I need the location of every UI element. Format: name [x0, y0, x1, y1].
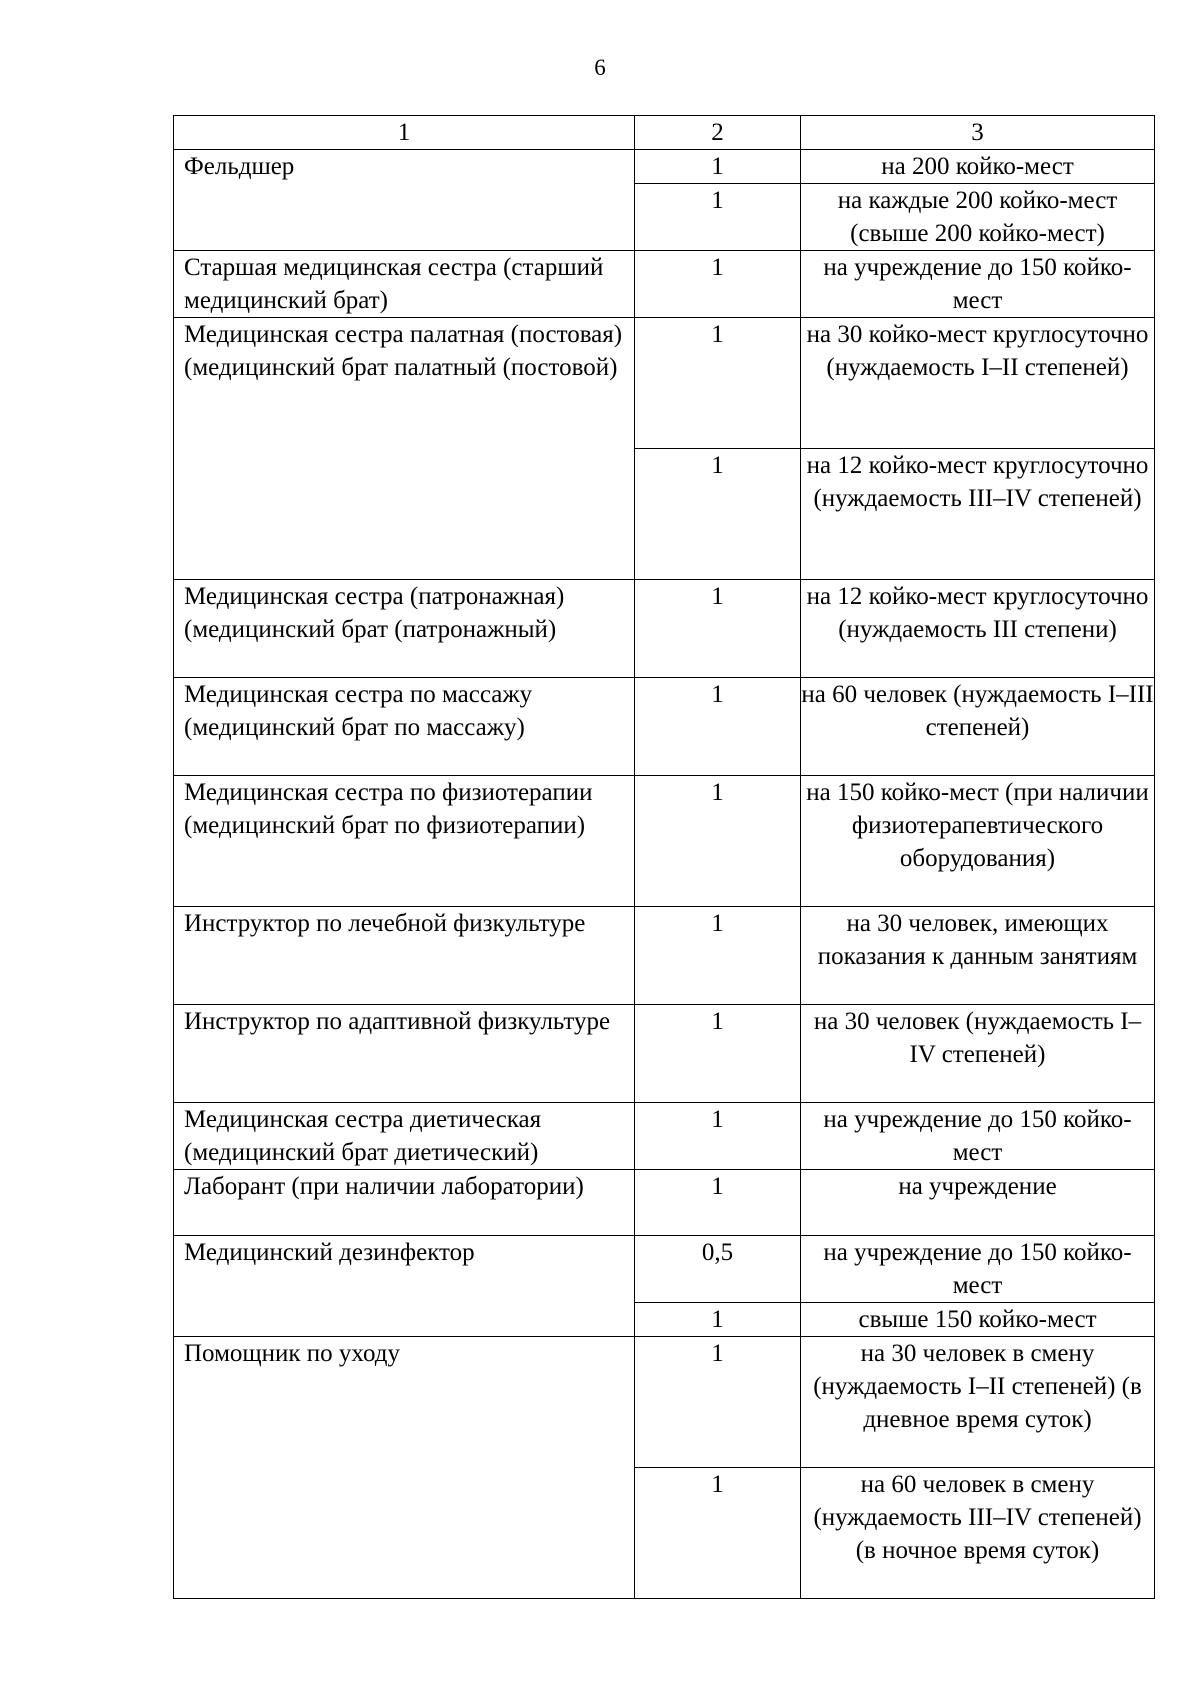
norm-cell: 1	[635, 150, 801, 184]
norm-cell: 1	[635, 1005, 801, 1103]
table-row	[174, 251, 1155, 318]
basis-cell: на учреждение до 150 койко-мест	[801, 1103, 1155, 1170]
norm-cell: 1	[635, 449, 801, 580]
basis-cell: на 12 койко-мест круглосуточно (нуждаемость III–IV степеней)	[801, 449, 1155, 580]
table-header-row	[174, 116, 1155, 150]
table-row	[174, 907, 1155, 1005]
column-header-3: 3	[801, 116, 1155, 150]
page-number: 6	[594, 55, 606, 80]
norm-cell: 1	[635, 907, 801, 1005]
norm-cell: 1	[635, 318, 801, 449]
position-cell: Инструктор по адаптивной физкультуре	[174, 1005, 635, 1103]
basis-cell: на 200 койко-мест	[801, 150, 1155, 184]
norm-cell: 1	[635, 1337, 801, 1468]
basis-cell: на 12 койко-мест круглосуточно (нуждаемость III степени)	[801, 580, 1155, 678]
basis-cell: на 30 койко-мест круглосуточно (нуждаемость I–II степеней)	[801, 318, 1155, 449]
norm-cell: 1	[635, 776, 801, 907]
position-cell: Инструктор по лечебной физкультуре	[174, 907, 635, 1005]
basis-cell: на учреждение	[801, 1170, 1155, 1236]
table-row	[174, 776, 1155, 907]
norm-cell: 1	[635, 580, 801, 678]
basis-cell: на 150 койко-мест (при наличии физиотерапевтического оборудования)	[801, 776, 1155, 907]
table-row	[174, 1170, 1155, 1236]
basis-cell: на 30 человек в смену (нуждаемость I–II степеней) (в дневное время суток)	[801, 1337, 1155, 1468]
position-cell: Медицинская сестра диетическая (медицинский брат диетический)	[174, 1103, 635, 1170]
position-cell: Медицинский дезинфектор	[174, 1236, 635, 1337]
position-cell: Лаборант (при наличии лаборатории)	[174, 1170, 635, 1236]
norm-cell: 1	[635, 1468, 801, 1599]
column-header-2: 2	[635, 116, 801, 150]
table-row	[174, 1236, 1155, 1303]
table-row	[174, 1103, 1155, 1170]
table-row	[174, 678, 1155, 776]
norm-cell: 1	[635, 678, 801, 776]
basis-cell: свыше 150 койко-мест	[801, 1303, 1155, 1337]
position-cell: Медицинская сестра палатная (постовая) (медицинский брат палатный (постовой)	[174, 318, 635, 580]
basis-cell: на 60 человек (нуждаемость I–III степеней)	[801, 678, 1155, 776]
basis-cell: на каждые 200 койко-мест (свыше 200 койко-мест)	[801, 184, 1155, 251]
basis-cell: на 30 человек (нуждаемость I–IV степеней)	[801, 1005, 1155, 1103]
norm-cell: 1	[635, 1170, 801, 1236]
basis-cell: на учреждение до 150 койко-мест	[801, 251, 1155, 318]
basis-cell: на учреждение до 150 койко-мест	[801, 1236, 1155, 1303]
norm-cell: 1	[635, 1303, 801, 1337]
position-cell: Медицинская сестра по физиотерапии (медицинский брат по физиотерапии)	[174, 776, 635, 907]
position-cell: Медицинская сестра по массажу (медицинский брат по массажу)	[174, 678, 635, 776]
staffing-table	[173, 115, 1155, 1599]
norm-cell: 1	[635, 251, 801, 318]
norm-cell: 1	[635, 184, 801, 251]
table-row	[174, 318, 1155, 449]
column-header-1: 1	[174, 116, 635, 150]
position-cell: Фельдшер	[174, 150, 635, 251]
norm-cell: 1	[635, 1103, 801, 1170]
norm-cell: 0,5	[635, 1236, 801, 1303]
position-cell: Старшая медицинская сестра (старший медицинский брат)	[174, 251, 635, 318]
basis-cell: на 60 человек в смену (нуждаемость III–IV степеней) (в ночное время суток)	[801, 1468, 1155, 1599]
table-row	[174, 150, 1155, 184]
position-cell: Медицинская сестра (патронажная) (медицинский брат (патронажный)	[174, 580, 635, 678]
basis-cell: на 30 человек, имеющих показания к данным занятиям	[801, 907, 1155, 1005]
table-row	[174, 580, 1155, 678]
table-row	[174, 1337, 1155, 1468]
position-cell: Помощник по уходу	[174, 1337, 635, 1599]
table-row	[174, 1005, 1155, 1103]
